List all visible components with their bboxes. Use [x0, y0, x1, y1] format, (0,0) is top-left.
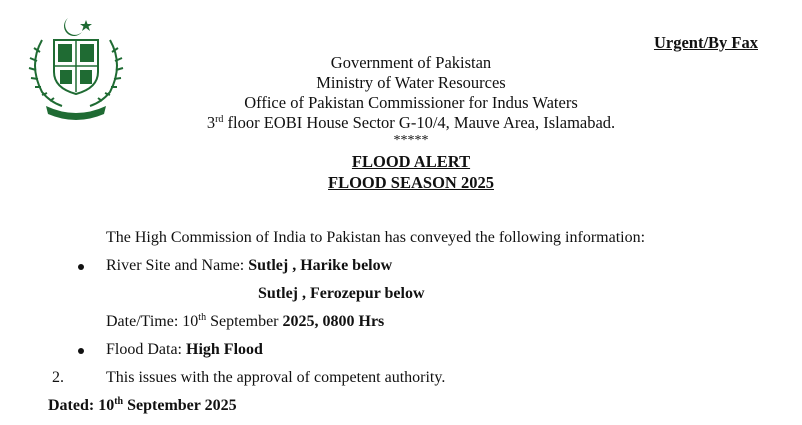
datetime-label: Date/Time: 10	[106, 313, 199, 330]
intro-paragraph: The High Commission of India to Pakistan has conveyed the following information:	[106, 229, 646, 246]
urgent-fax-label: Urgent/By Fax	[653, 33, 758, 52]
flood-data-value: High Flood	[186, 341, 263, 358]
bullet-river	[78, 264, 84, 270]
header-line-ministry: Ministry of Water Resources	[316, 73, 506, 92]
bullet-flood	[78, 348, 84, 354]
flood-data-line	[106, 340, 263, 360]
dated-line	[48, 396, 237, 416]
datetime-line	[106, 312, 384, 332]
datetime-mid: September	[206, 313, 283, 330]
title-flood-season: FLOOD SEASON 2025	[328, 173, 494, 192]
header-address	[10, 113, 802, 133]
flood-data-label: Flood Data:	[106, 341, 186, 358]
datetime-sup: th	[198, 312, 207, 323]
approval-paragraph: This issues with the approval of competent authority.	[106, 369, 446, 386]
dated-suffix: September 2025	[123, 397, 237, 414]
address-floor-sup: rd	[215, 114, 224, 125]
header-line-government: Government of Pakistan	[330, 53, 492, 72]
address-rest: floor EOBI House Sector G-10/4, Mauve Area, Islamabad.	[223, 113, 616, 132]
river-site-line	[106, 256, 392, 276]
header-separator: *****	[393, 133, 429, 148]
datetime-value: 2025, 0800 Hrs	[282, 313, 385, 330]
dated-prefix: Dated: 10	[48, 397, 115, 414]
title-flood-alert: FLOOD ALERT	[351, 152, 471, 171]
river-site-label: River Site and Name:	[106, 257, 249, 274]
dated-sup: th	[114, 396, 124, 407]
paragraph-number: 2.	[52, 369, 64, 386]
river-site-2: Sutlej , Ferozepur below	[258, 285, 425, 302]
address-floor-num: 3	[206, 113, 216, 132]
header-line-office: Office of Pakistan Commissioner for Indus Waters	[244, 93, 578, 112]
river-site-1: Sutlej , Harike below	[248, 257, 393, 274]
crescent-star-icon	[64, 18, 92, 36]
